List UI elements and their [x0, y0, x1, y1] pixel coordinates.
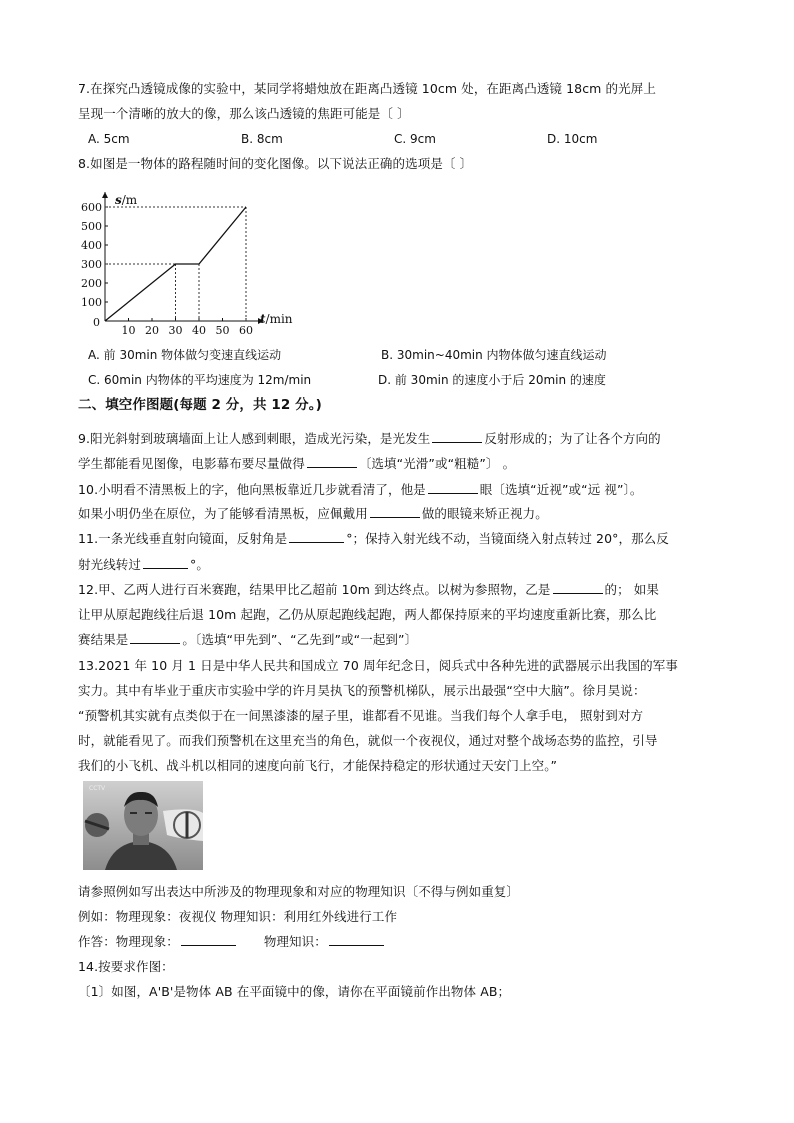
- q8-option-b: B. 30min~40min 内物体做匀速直线运动: [381, 348, 607, 362]
- x-axis-label: t/min: [260, 312, 293, 326]
- q10-line2: [78, 505, 548, 522]
- q9-line2: [78, 455, 515, 472]
- y-tick-label: 600: [81, 201, 102, 214]
- q14-line1: 14.按要求作图：: [78, 959, 174, 974]
- q12-line3: [78, 631, 417, 648]
- q13-line6: 请参照例如写出表达中所涉及的物理现象和对应的物理知识〔不得与例如重复〕: [78, 884, 520, 899]
- q11-text-1a: 11.一条光线垂直射向镜面，反射角是: [78, 531, 288, 546]
- q13-text-8b: 物理知识：: [263, 934, 327, 949]
- q10-text-2b: 做的眼镜来矫正视力。: [421, 506, 548, 521]
- q12-text-3a: 赛结果是: [78, 632, 129, 647]
- q10-blank-1[interactable]: [428, 481, 478, 494]
- q11-text-2a: 射光线转过: [78, 557, 142, 572]
- y-tick-label: 100: [81, 296, 102, 309]
- q8-option-c: C. 60min 内物体的平均速度为 12m/min: [88, 373, 312, 387]
- q9-blank-1[interactable]: [432, 430, 482, 443]
- q12-blank-2[interactable]: [130, 631, 180, 644]
- q13-text-8a: 作答：物理现象：: [78, 934, 179, 949]
- q13-line3: “预警机其实就有点类似于在一间黑漆漆的屋子里，谁都看不见谁。当我们每个人拿手电， 照射到对方: [78, 708, 644, 723]
- q10-text-1b: 眼〔选填“近视”或“远 视”〕。: [479, 482, 643, 497]
- q9-blank-2[interactable]: [307, 455, 357, 468]
- q10-line1: [78, 481, 643, 498]
- x-tick-label: 40: [192, 324, 206, 334]
- q9-text-2b: 〔选填“光滑”或“粗糙”〕 。: [358, 456, 516, 471]
- q12-text-1b: 的； 如果: [604, 582, 659, 597]
- q13-line5: 我们的小飞机、战斗机以相同的速度向前飞行，才能保持稳定的形状通过天安门上空。”: [78, 758, 558, 773]
- origin-label: 0: [93, 316, 100, 329]
- y-axis-arrow: [102, 192, 108, 198]
- x-tick-label: 30: [168, 324, 183, 334]
- x-tick-label: 10: [121, 324, 136, 334]
- distance-time-chart: [78, 184, 298, 334]
- q9-text-1b: 反射形成的；为了让各个方向的: [484, 431, 661, 446]
- q14-line2: 〔1〕如图，A'B'是物体 AB 在平面镜中的像，请你在平面镜前作出物体 AB；: [78, 984, 511, 999]
- section-2-title: 二、填空作图题(每题 2 分，共 12 分。): [78, 397, 322, 413]
- q11-line2: [78, 556, 209, 573]
- q7-option-d: D. 10cm: [547, 132, 598, 146]
- q9-line1: [78, 430, 661, 447]
- y-tick-label: 500: [81, 220, 102, 233]
- q11-line1: [78, 530, 669, 547]
- q7-option-a: A. 5cm: [88, 132, 130, 146]
- q13-blank-phenomenon[interactable]: [181, 933, 236, 946]
- q13-line2: 实力。其中有毕业于重庆市实验中学的许月昊执飞的预警机梯队，展示出最强“空中大脑”。徐月昊说：: [78, 683, 646, 698]
- q7-line2: 呈现一个清晰的放大的像，那么该凸透镜的焦距可能是〔 〕: [78, 106, 410, 121]
- q12-text-3b: 。〔选填“甲先到”、“乙先到”或“一起到”〕: [182, 632, 418, 647]
- x-tick-label: 50: [215, 324, 230, 334]
- q13-line7: 例如：物理现象：夜视仪 物理知识：利用红外线进行工作: [78, 909, 398, 924]
- q11-blank-2[interactable]: [143, 556, 188, 569]
- y-tick-label: 300: [81, 258, 102, 271]
- y-tick-label: 200: [81, 277, 102, 290]
- q10-blank-2[interactable]: [370, 505, 420, 518]
- q9-text-2a: 学生都能看见图像，电影幕布要尽量做得: [78, 456, 305, 471]
- q9-text-1a: 9.阳光斜射到玻璃墙面上让人感到刺眼，造成光污染，是光发生: [78, 431, 431, 446]
- q13-line1: 13.2021 年 10 月 1 日是中华人民共和国成立 70 周年纪念日，阅兵式中各种先进的武器展示出我国的军事: [78, 658, 678, 673]
- q8-option-a: A. 前 30min 物体做匀变速直线运动: [88, 348, 282, 362]
- x-tick-label: 20: [145, 324, 159, 334]
- q13-line4: 时，就能看见了。而我们预警机在这里充当的角色，就似一个夜视仪，通过对整个战场态势的监控，引导: [78, 733, 658, 748]
- q13-blank-knowledge[interactable]: [329, 933, 384, 946]
- y-axis-label: s/m: [115, 193, 138, 207]
- q8-option-d: D. 前 30min 的速度小于后 20min 的速度: [378, 373, 606, 387]
- q12-blank-1[interactable]: [553, 581, 603, 594]
- q12-line2: 让甲从原起跑线往后退 10m 起跑，乙仍从原起跑线起跑，两人都保持原来的平均速度重新比赛，那么比: [78, 607, 657, 622]
- q13-line8: [78, 933, 386, 950]
- q10-text-1a: 10.小明看不清黑板上的字，他向黑板靠近几步就看清了，他是: [78, 482, 426, 497]
- q7-option-b: B. 8cm: [241, 132, 283, 146]
- q7-line1: 7.在探究凸透镜成像的实验中，某同学将蜡烛放在距离凸透镜 10cm 处，在距离凸透镜 18cm 的光屏上: [78, 81, 656, 96]
- q8-stem: 8.如图是一物体的路程随时间的变化图像。以下说法正确的选项是〔 〕: [78, 156, 473, 171]
- photo-logo: CCTV: [89, 785, 106, 792]
- q12-line1: [78, 581, 659, 598]
- q12-text-1a: 12.甲、乙两人进行百米赛跑，结果甲比乙超前 10m 到达终点。以树为参照物，乙是: [78, 582, 551, 597]
- pilot-photo: [83, 781, 203, 870]
- y-tick-label: 400: [81, 239, 102, 252]
- q11-blank-1[interactable]: [289, 530, 344, 543]
- q11-text-2b: °。: [190, 557, 209, 572]
- q11-text-1b: °；保持入射光线不动，当镜面绕入射点转过 20°，那么反: [346, 531, 669, 546]
- q7-option-c: C. 9cm: [394, 132, 436, 146]
- x-tick-label: 60: [239, 324, 253, 334]
- q10-text-2a: 如果小明仍坐在原位，为了能够看清黑板，应佩戴用: [78, 506, 368, 521]
- pilot-photo-drawing: [83, 781, 203, 870]
